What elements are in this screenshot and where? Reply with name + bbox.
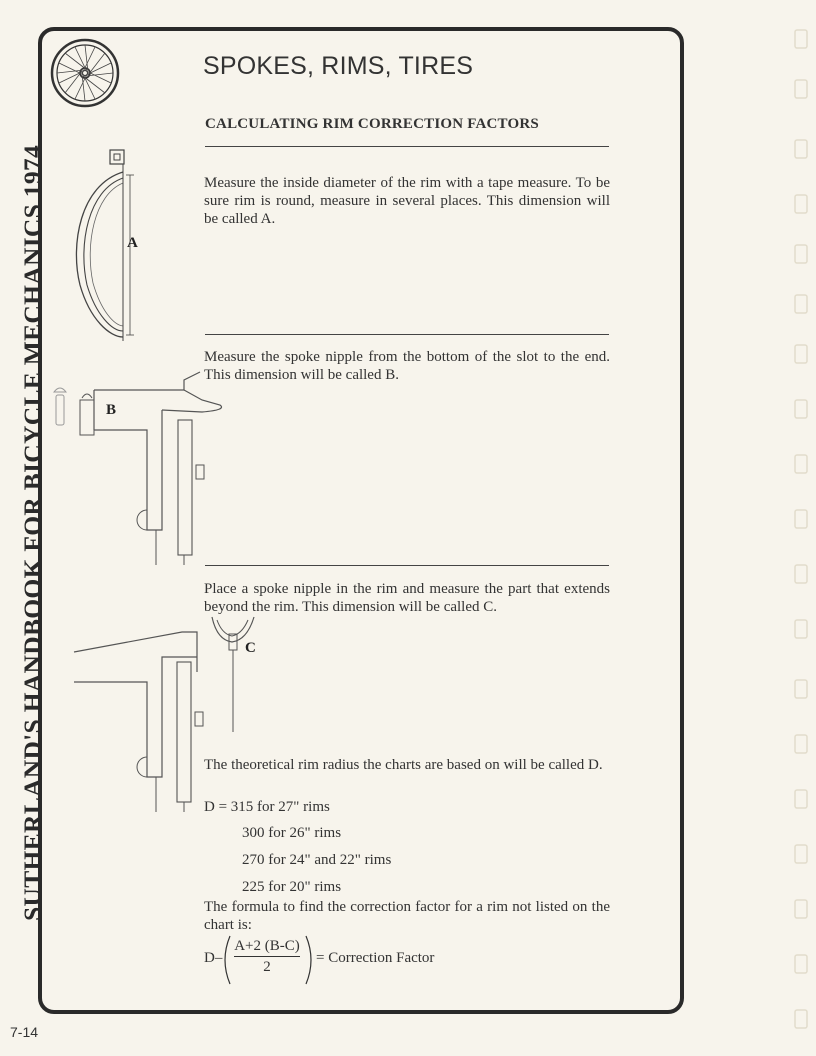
step-a-text: Measure the inside diameter of the rim with a tape measure. To be sure rim is round, measure in several places. This dimension will be called A. bbox=[204, 175, 610, 227]
d-value-20: 225 for 20" rims bbox=[242, 879, 342, 895]
d-value-26: 300 for 26" rims bbox=[242, 825, 342, 841]
formula-fraction-bar bbox=[234, 956, 300, 957]
correction-formula bbox=[204, 934, 504, 986]
figure-label-c: C bbox=[245, 640, 256, 656]
divider bbox=[205, 334, 609, 335]
side-title-text: SUTHERLAND'S HANDBOOK FOR BICYCLE MECHANICS 1974 bbox=[18, 144, 47, 921]
formula-d-minus: D– bbox=[204, 950, 223, 966]
figure-label-b: B bbox=[106, 402, 117, 418]
d-value-24-22: 270 for 24" and 22" rims bbox=[242, 852, 392, 868]
formula-intro: The formula to find the correction factor for a rim not listed on the chart is: bbox=[204, 899, 610, 933]
wheel-logo-icon bbox=[50, 38, 120, 108]
formula-numerator: A+2 (B-C) bbox=[234, 938, 300, 954]
caliper-rim-diagram bbox=[72, 612, 272, 812]
chapter-title: SPOKES, RIMS, TIRES bbox=[203, 52, 474, 80]
d-value-27: D = 315 for 27" rims bbox=[204, 799, 330, 815]
binder-holes bbox=[776, 0, 816, 1056]
formula-denominator: 2 bbox=[263, 959, 271, 975]
page-number: 7-14 bbox=[10, 1024, 39, 1040]
rim-diagram bbox=[70, 145, 150, 345]
caliper-nipple-diagram bbox=[52, 370, 232, 565]
divider bbox=[205, 565, 609, 566]
step-c-text: Place a spoke nipple in the rim and measure the part that extends beyond the rim. This dimension will be called C. bbox=[204, 581, 610, 615]
figure-label-a: A bbox=[127, 235, 138, 251]
divider bbox=[205, 146, 609, 147]
step-d-text: The theoretical rim radius the charts are based on will be called D. bbox=[204, 757, 603, 773]
formula-result: = Correction Factor bbox=[316, 950, 435, 966]
step-b-text: Measure the spoke nipple from the bottom of the slot to the end. This dimension will be called B. bbox=[204, 349, 610, 383]
section-title: CALCULATING RIM CORRECTION FACTORS bbox=[205, 116, 539, 132]
